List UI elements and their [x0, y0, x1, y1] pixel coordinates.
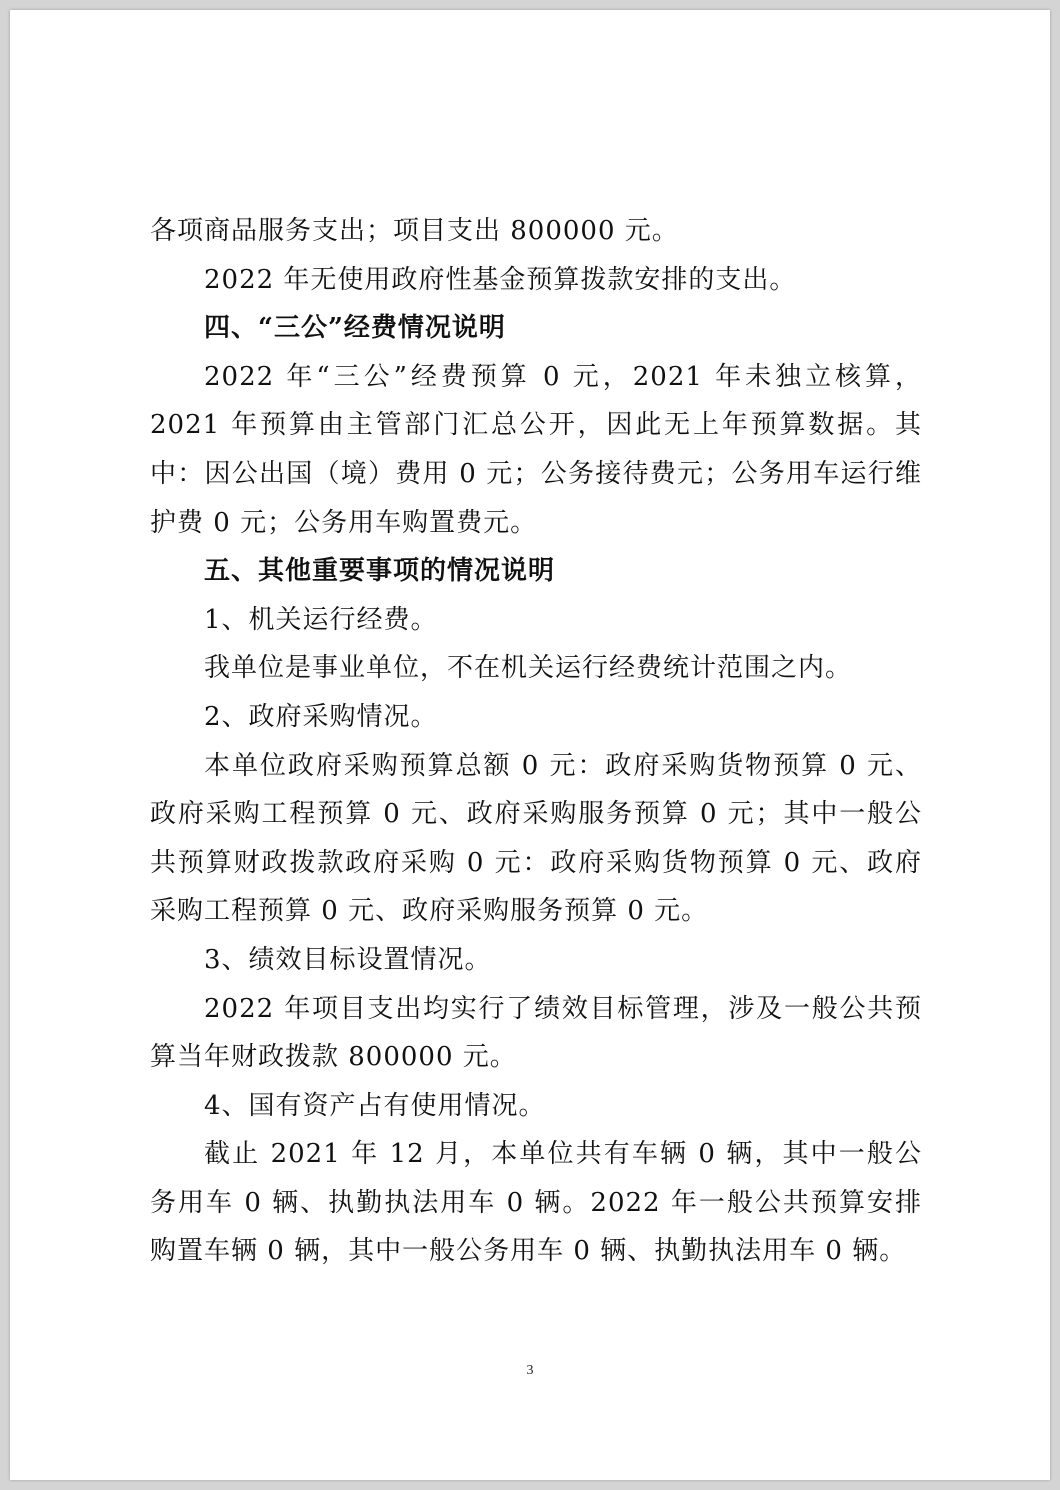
document-body — [150, 207, 922, 1276]
page-number: 3 — [526, 1363, 534, 1378]
section-heading-three-public: 四、“三公”经费情况说明 — [204, 313, 506, 344]
subheading-performance-goals: 3、绩效目标设置情况。 — [204, 944, 492, 975]
paragraph-state-assets: 截止 2021 年 12 月，本单位共有车辆 0 辆，其中一般公务用车 0 辆、执勤执法用车 0 辆。2022 年一般公共预算安排购置车辆 0 辆，其中一般公务用车 0 辆、执勤执法用车 0 辆。 — [150, 1139, 922, 1267]
paragraph-three-public-expenses: 2022 年“三公”经费预算 0 元，2021 年未独立核算，2021 年预算由主管部门汇总公开，因此无上年预算数据。其中：因公出国（境）费用 0 元；公务接待费元；公务用车运行维护费 0 元；公务用车购置费元。 — [150, 361, 922, 538]
subheading-operating-expenses: 1、机关运行经费。 — [204, 604, 438, 635]
paragraph-performance-goals: 2022 年项目支出均实行了绩效目标管理，涉及一般公共预算当年财政拨款 800000 元。 — [150, 993, 922, 1073]
subheading-procurement: 2、政府采购情况。 — [204, 701, 438, 732]
paragraph-government-fund: 2022 年无使用政府性基金预算拨款安排的支出。 — [204, 264, 797, 295]
paragraph-operating-expenses: 我单位是事业单位，不在机关运行经费统计范围之内。 — [204, 653, 853, 684]
document-page — [10, 10, 1050, 1480]
subheading-state-assets: 4、国有资产占有使用情况。 — [204, 1090, 546, 1121]
section-heading-other-matters: 五、其他重要事项的情况说明 — [204, 556, 556, 587]
paragraph-procurement: 本单位政府采购预算总额 0 元：政府采购货物预算 0 元、政府采购工程预算 0 元、政府采购服务预算 0 元；其中一般公共预算财政拨款政府采购 0 元：政府采购货物预算 0 元、政府采购工程预算 0 元、政府采购服务预算 0 元。 — [150, 750, 922, 927]
paragraph-continuation: 各项商品服务支出；项目支出 800000 元。 — [150, 216, 679, 246]
